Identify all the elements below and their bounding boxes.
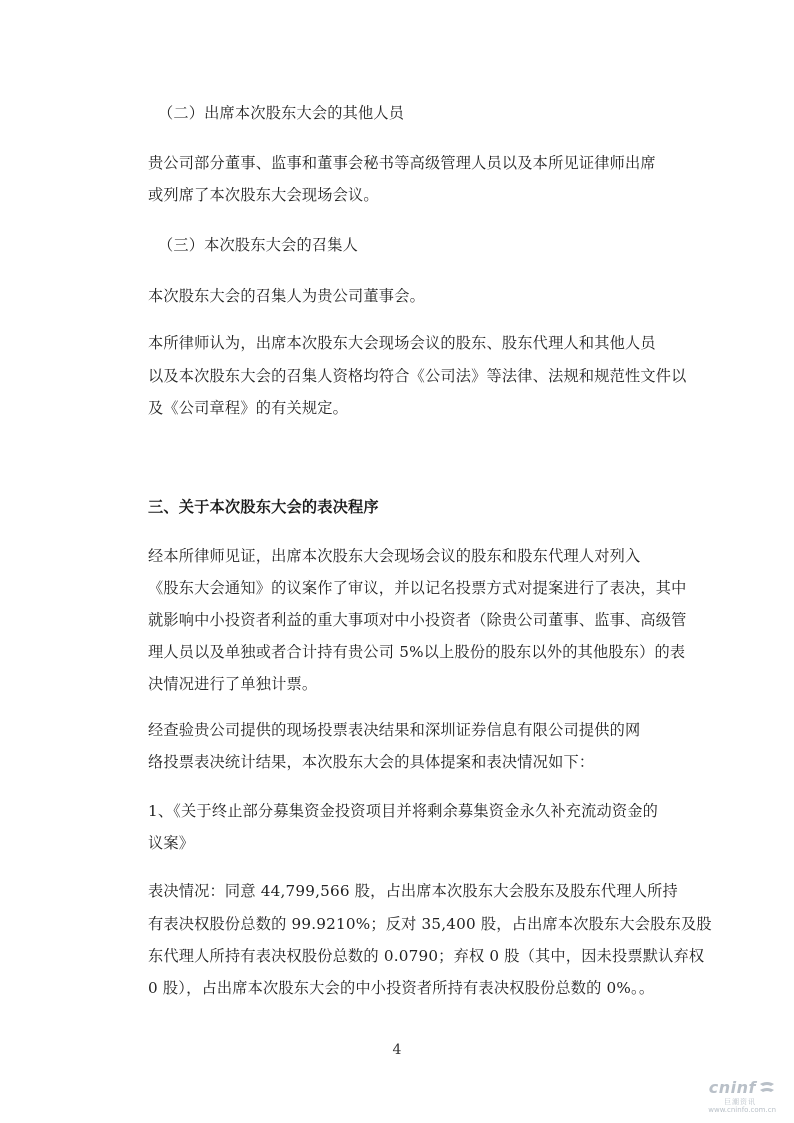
paragraph-line: 就影响中小投资者利益的重大事项对中小投资者（除贵公司董事、监事、高级管 xyxy=(148,611,687,629)
proposal-title: 1、《关于终止部分募集资金投资项目并将剩余募集资金永久补充流动资金的 xyxy=(148,802,659,820)
paragraph-line: 以及本次股东大会的召集人资格均符合《公司法》等法律、法规和规范性文件以 xyxy=(148,367,687,385)
cninfo-logo-icon xyxy=(758,1080,776,1096)
paragraph-line: 表决情况：同意 44,799,566 股，占出席本次股东大会股东及股东代理人所持 xyxy=(148,882,678,900)
paragraph-line: 0 股），占出席本次股东大会的中小投资者所持有表决权股份总数的 0%。。 xyxy=(148,979,655,997)
cninfo-watermark xyxy=(686,1078,776,1118)
paragraph-line: 经本所律师见证，出席本次股东大会现场会议的股东和股东代理人对列入 xyxy=(148,547,641,565)
paragraph-line: 本次股东大会的召集人为贵公司董事会。 xyxy=(148,287,425,305)
paragraph-line: 决情况进行了单独计票。 xyxy=(148,675,318,693)
watermark-brand: cninf xyxy=(708,1078,756,1097)
paragraph-line: 或列席了本次股东大会现场会议。 xyxy=(148,186,379,204)
section-subheading-convener: （三）本次股东大会的召集人 xyxy=(158,236,359,254)
paragraph-line: 东代理人所持有表决权股份总数的 0.0790；弃权 0 股（其中，因未投票默认弃权 xyxy=(148,947,705,965)
paragraph-line: 经查验贵公司提供的现场投票表决结果和深圳证券信息有限公司提供的网 xyxy=(148,721,641,739)
paragraph-line: 有表决权股份总数的 99.9210%；反对 35,400 股，占出席本次股东大会股东及股 xyxy=(148,915,712,933)
section-subheading-other-attendees: （二）出席本次股东大会的其他人员 xyxy=(158,104,405,122)
paragraph-line: 络投票表决统计结果，本次股东大会的具体提案和表决情况如下： xyxy=(148,753,595,771)
paragraph-line: 本所律师认为，出席本次股东大会现场会议的股东、股东代理人和其他人员 xyxy=(148,334,656,352)
paragraph-line: 贵公司部分董事、监事和董事会秘书等高级管理人员以及本所见证律师出席 xyxy=(148,154,656,172)
paragraph-line: 理人员以及单独或者合计持有贵公司 5%以上股份的股东以外的其他股东）的表 xyxy=(148,643,686,661)
proposal-title: 议案》 xyxy=(148,834,195,852)
page-number: 4 xyxy=(392,1042,402,1058)
watermark-subtitle: 巨潮资讯 xyxy=(724,1098,756,1106)
watermark-url: www.cninfo.com.cn xyxy=(708,1106,776,1114)
section-heading-voting-procedure: 三、关于本次股东大会的表决程序 xyxy=(148,498,379,516)
paragraph-line: 《股东大会通知》的议案作了审议，并以记名投票方式对提案进行了表决，其中 xyxy=(148,579,687,597)
paragraph-line: 及《公司章程》的有关规定。 xyxy=(148,399,349,417)
